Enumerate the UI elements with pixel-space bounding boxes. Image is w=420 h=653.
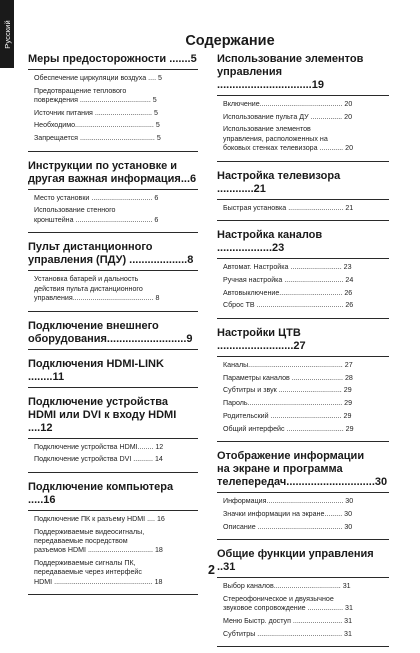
toc-item[interactable]: Субтитры и звук ................................ 29 <box>223 386 352 395</box>
toc-section <box>217 227 389 319</box>
toc-section <box>217 546 389 647</box>
toc-item[interactable]: Источник питания ............................. 5 <box>34 108 158 117</box>
toc-section-heading[interactable]: Общие функции управления ..31 <box>217 546 389 578</box>
toc-section <box>28 479 198 595</box>
toc-section-heading[interactable]: Меры предосторожности .......5 <box>28 51 198 70</box>
toc-item[interactable]: Установка батарей и дальность действия пульта дистанционного управления......................................... 8 <box>34 275 160 302</box>
toc-section-heading[interactable]: Отображение информации на экране и программа телепередач.............................30 <box>217 448 389 493</box>
toc-section-heading[interactable]: Настройка каналов ..................23 <box>217 227 389 259</box>
toc-item[interactable]: Пароль................................................ 29 <box>223 399 353 408</box>
toc-item-list <box>217 259 389 318</box>
toc-section-heading[interactable]: Подключение внешнего оборудования..........................9 <box>28 319 193 345</box>
toc-item[interactable]: Автовыключение................................ 26 <box>223 288 353 297</box>
toc-item-list <box>217 96 389 161</box>
toc-item[interactable]: Ручная настройка .............................. 24 <box>223 276 354 285</box>
toc-section <box>28 318 198 350</box>
toc-section <box>28 356 198 388</box>
toc-item[interactable]: Стереофоническое и двуязычное звуковое сопровождение .................. 31 <box>223 594 353 613</box>
toc-item[interactable]: Параметры каналов .......................... 28 <box>223 373 353 382</box>
toc-item[interactable]: Обеспечение циркуляции воздуха .... 5 <box>34 74 162 82</box>
toc-item[interactable]: Использование стенного кронштейна ....................................... 6 <box>34 206 159 224</box>
toc-item[interactable]: Субтитры ........................................... 31 <box>223 629 352 638</box>
page-title: Содержание <box>185 33 275 49</box>
toc-section <box>217 325 389 442</box>
toc-item-list <box>28 439 198 472</box>
toc-item[interactable]: Выбор каналов.................................. 31 <box>223 582 351 591</box>
toc-section <box>28 158 198 234</box>
toc-section-heading[interactable]: Настройка телевизора ............21 <box>217 168 389 200</box>
page-number: 2 <box>208 563 215 577</box>
toc-item[interactable]: Подключение ПК к разъему HDMI .... 16 <box>34 515 165 524</box>
toc-section <box>28 239 198 311</box>
toc-item-list <box>217 578 389 646</box>
toc-item-list <box>28 271 198 310</box>
toc-item[interactable]: Информация....................................... 30 <box>223 497 354 506</box>
toc-section-heading[interactable]: Подключение компьютера .....16 <box>28 479 198 511</box>
toc-item[interactable]: Каналы................................................ 27 <box>223 361 353 370</box>
toc-item[interactable]: Поддерживаемые видеосигналы, передаваемые посредством разъемов HDMI ................................. 18 <box>34 527 163 555</box>
toc-item[interactable]: Описание ........................................... 30 <box>223 522 353 531</box>
toc-section-heading[interactable]: Подключение устройства HDMI или DVI к входу HDMI ....12 <box>28 394 198 439</box>
toc-section <box>217 168 389 222</box>
toc-item[interactable]: Быстрая установка ............................ 21 <box>223 203 354 212</box>
toc-item[interactable]: Сброс ТВ ............................................ 26 <box>223 301 354 310</box>
toc-item[interactable]: Подключение устройства HDMI........ 12 <box>34 442 164 451</box>
toc-item[interactable]: Включение.......................................... 20 <box>223 100 353 108</box>
toc-section-heading[interactable]: Пульт дистанционного управления (ПДУ) ...................8 <box>28 239 198 271</box>
toc-item-list <box>217 200 389 221</box>
toc-section <box>217 51 389 162</box>
toc-item-list <box>217 357 389 441</box>
toc-item[interactable]: Общий интерфейс ............................. 29 <box>223 424 354 433</box>
toc-item[interactable]: Меню Быстр. доступ ......................... 31 <box>223 616 353 625</box>
toc-item[interactable]: Поддерживаемые сигналы ПК, передаваемые через интерфейс HDMI .................................................. 18 <box>34 559 163 586</box>
toc-section-heading[interactable]: Использование элементов управления ...............................19 <box>217 51 389 96</box>
toc-item[interactable]: Подключение устройства DVI .......... 14 <box>34 455 163 464</box>
toc-section-heading[interactable]: Подключения HDMI-LINK ........11 <box>28 357 164 383</box>
toc-item[interactable]: Родительский .................................... 29 <box>223 411 352 420</box>
toc-item-list <box>28 511 198 594</box>
toc-section <box>28 51 198 152</box>
toc-item[interactable]: Запрещается ...................................... 5 <box>34 134 161 143</box>
toc-item[interactable]: Необходимо........................................ 5 <box>34 121 160 130</box>
toc-item-list <box>28 190 198 233</box>
toc-section-heading[interactable]: Настройки ЦТВ .........................27 <box>217 325 389 357</box>
toc-section-heading[interactable]: Инструкции по установке и другая важная информация...6 <box>28 158 198 190</box>
toc-section <box>28 394 198 473</box>
toc-left-column <box>28 51 198 601</box>
toc-item[interactable]: Значки информации на экране......... 30 <box>223 509 353 518</box>
toc-section <box>217 448 389 540</box>
toc-item[interactable]: Место установки ............................... 6 <box>34 193 159 202</box>
toc-item-list <box>28 70 198 151</box>
toc-item[interactable]: Предотвращение теплового повреждения .................................... 5 <box>34 86 157 104</box>
toc-item-list <box>217 493 389 539</box>
language-tab-label: Русский <box>2 19 12 49</box>
toc-item[interactable]: Использование пульта ДУ ................ 20 <box>223 112 353 121</box>
toc-item[interactable]: Использование элементов управления, расположенных на боковых стенках телевизора ............ 20 <box>223 125 354 152</box>
toc-item[interactable]: Автомат. Настройка .......................... 23 <box>223 263 352 272</box>
